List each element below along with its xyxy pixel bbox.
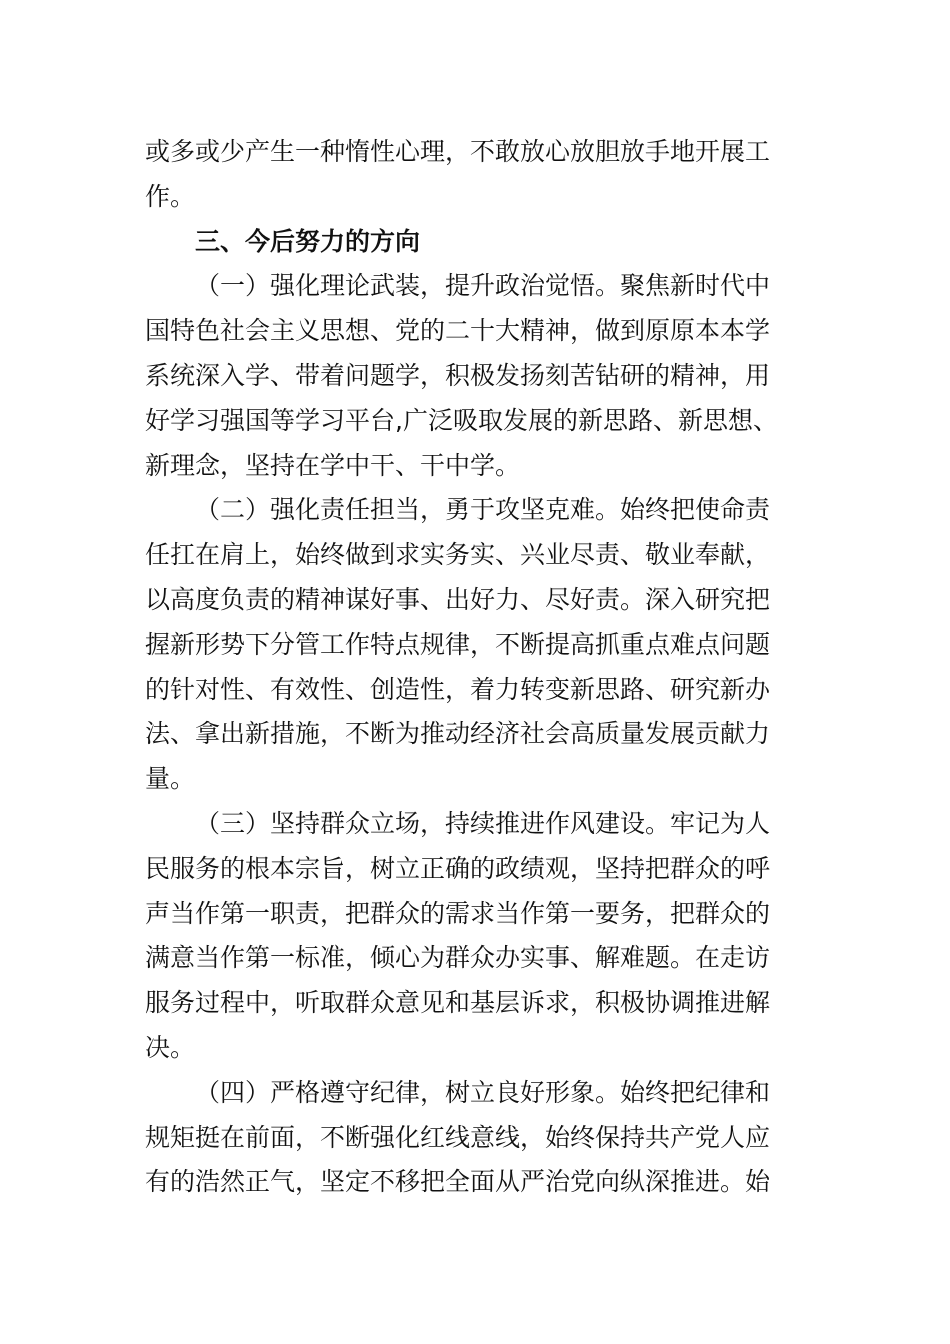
text-line: 握新形势下分管工作特点规律，不断提高抓重点难点问题 <box>145 629 771 659</box>
text-line: 服务过程中，听取群众意见和基层诉求，积极协调推进解 <box>145 988 771 1018</box>
document-body <box>145 130 807 1205</box>
paragraph-2-start: （二）强化责任担当，勇于攻坚克难。始终把使命责 <box>195 495 771 525</box>
text-line: 以高度负责的精神谋好事、出好力、尽好责。深入研究把 <box>145 584 771 614</box>
text-line: 量。 <box>145 764 196 794</box>
text-line: 的针对性、有效性、创造性，着力转变新思路、研究新办 <box>145 674 771 704</box>
text-line: 决。 <box>145 1032 196 1062</box>
text-line: 民服务的根本宗旨，树立正确的政绩观，坚持把群众的呼 <box>145 853 771 883</box>
text-line: 声当作第一职责，把群众的需求当作第一要务，把群众的 <box>145 898 771 928</box>
section-heading: 三、今后努力的方向 <box>195 226 421 256</box>
paragraph-1-start: （一）强化理论武装，提升政治觉悟。聚焦新时代中 <box>195 271 771 301</box>
paragraph-3-start: （三）坚持群众立场，持续推进作风建设。牢记为人 <box>195 808 771 838</box>
paragraph-4-start: （四）严格遵守纪律，树立良好形象。始终把纪律和 <box>195 1077 771 1107</box>
text-line: 新理念，坚持在学中干、干中学。 <box>145 450 521 480</box>
text-line: 或多或少产生一种惰性心理，不敢放心放胆放手地开展工 <box>145 137 771 166</box>
text-line: 法、拿出新措施，不断为推动经济社会高质量发展贡献力 <box>145 719 771 749</box>
text-line: 好学习强国等学习平台,广泛吸取发展的新思路、新思想、 <box>145 405 778 435</box>
text-line: 国特色社会主义思想、党的二十大精神，做到原原本本学 <box>145 316 771 346</box>
text-line: 系统深入学、带着问题学，积极发扬刻苦钻研的精神，用 <box>145 360 771 390</box>
text-line: 规矩挺在前面，不断强化红线意线，始终保持共产党人应 <box>145 1122 771 1152</box>
text-line: 任扛在肩上，始终做到求实务实、兴业尽责、敬业奉献， <box>145 540 771 570</box>
text-line: 有的浩然正气，坚定不移把全面从严治党向纵深推进。始 <box>145 1167 771 1197</box>
text-line: 作。 <box>145 181 196 211</box>
text-line: 满意当作第一标准，倾心为群众办实事、解难题。在走访 <box>145 943 771 973</box>
